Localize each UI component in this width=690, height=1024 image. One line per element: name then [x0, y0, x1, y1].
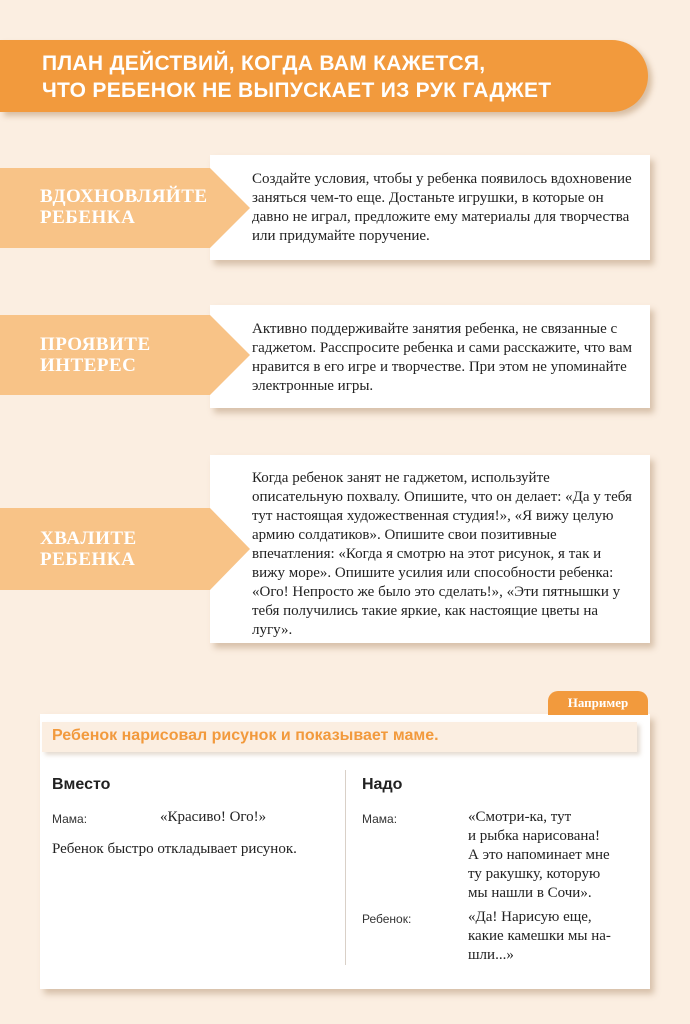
header-banner: [0, 40, 648, 112]
tip-label-line: ВДОХНОВЛЯЙТЕ: [40, 186, 208, 207]
tip-text-interest: Активно поддерживайте занятия ребенка, не связанные с гаджетом. Расспросите ребенка и сами расскажите, что вам нравится в его игре и творчестве. При этом не упоминайте электронные игры.: [252, 321, 632, 394]
tip-label-interest: [40, 334, 151, 376]
speech-line: А это напоминает мне: [468, 847, 610, 863]
column-divider: [345, 770, 346, 965]
tip-text-inspire: Создайте условия, чтобы у ребенка появилось вдохновение заняться чем-то еще. Достаньте игрушки, в которые он давно не играл, предложите ему материалы для творчества или придумайте поручение.: [252, 171, 632, 244]
tip-label-line: ИНТЕРЕС: [40, 355, 137, 376]
tip-label-line: ПРОЯВИТЕ: [40, 334, 151, 355]
page-title: [42, 50, 642, 104]
should-speaker-mom: Мама:: [362, 812, 398, 826]
tip-card-praise: [210, 455, 650, 643]
tip-label-line: ХВАЛИТЕ: [40, 528, 137, 549]
speech-line: мы нашли в Сочи».: [468, 885, 592, 901]
tip-label-praise: [40, 528, 137, 570]
tip-card-interest: [210, 305, 650, 408]
speech-line: «Да! Нарисую еще,: [468, 909, 592, 925]
speech-line: шли...»: [468, 947, 514, 963]
tip-label-line: РЕБЕНКА: [40, 207, 136, 228]
should-speech-child: [468, 908, 611, 965]
speech-line: и рыбка нарисована!: [468, 828, 601, 844]
tip-label-inspire: [40, 186, 208, 228]
tip-text-praise: Когда ребенок занят не гаджетом, используйте описательную похвалу. Опишите, что он делает: «Да у тебя тут настоящая художественная студия!», «Я вижу целую армию солдатиков». Опишите свои позитивные впечатления: «Когда я смотрю на этот рисунок, я так и вижу море». Опишите усилия или способности ребенка: «Ого! Непросто же было это сделать!», «Эти пятнышки у тебя получились такие яркие, как настоящие цветы на лугу».: [252, 470, 632, 638]
speech-line: ту ракушку, которую: [468, 866, 601, 882]
title-line-2: ЧТО РЕБЕНОК НЕ ВЫПУСКАЕТ ИЗ РУК ГАДЖЕТ: [42, 79, 552, 102]
tip-label-line: РЕБЕНКА: [40, 549, 136, 570]
instead-speech: «Красиво! Ого!»: [160, 809, 267, 825]
should-speech-mom: [468, 808, 610, 903]
speech-line: «Смотри-ка, тут: [468, 809, 572, 825]
speech-line: какие камешки мы на-: [468, 928, 611, 944]
instead-heading: Вместо: [52, 776, 111, 793]
should-speaker-child: Ребенок:: [362, 912, 412, 926]
title-line-1: ПЛАН ДЕЙСТВИЙ, КОГДА ВАМ КАЖЕТСЯ,: [42, 52, 486, 75]
should-heading: Надо: [362, 776, 403, 793]
instead-speaker: Мама:: [52, 812, 88, 826]
example-tag: Например: [548, 691, 648, 715]
example-title: Ребенок нарисовал рисунок и показывает маме.: [52, 727, 439, 744]
instead-result: Ребенок быстро откладывает рисунок.: [52, 841, 297, 857]
tip-card-inspire: [210, 155, 650, 260]
